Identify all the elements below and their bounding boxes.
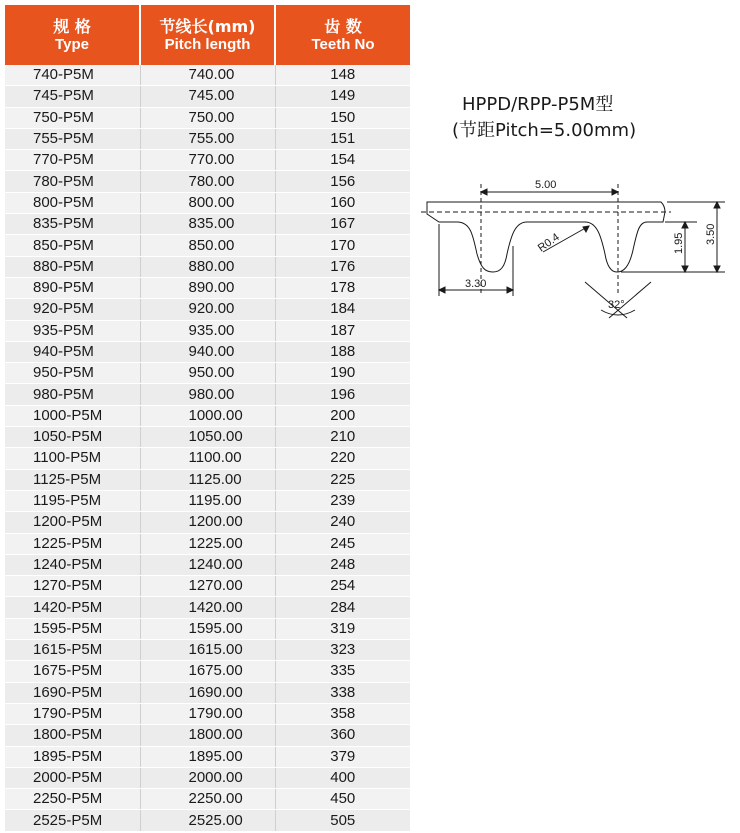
cell-type: 1100-P5M bbox=[5, 448, 140, 469]
cell-pitch-length: 935.00 bbox=[140, 320, 275, 341]
cell-pitch-length: 1675.00 bbox=[140, 661, 275, 682]
cell-pitch-length: 1615.00 bbox=[140, 640, 275, 661]
cell-type: 980-P5M bbox=[5, 384, 140, 405]
cell-teeth-no: 335 bbox=[275, 661, 410, 682]
table-row bbox=[5, 810, 410, 831]
cell-type: 850-P5M bbox=[5, 235, 140, 256]
cell-type: 1790-P5M bbox=[5, 703, 140, 724]
diagram-subtitle: (节距Pitch=5.00mm) bbox=[452, 120, 637, 141]
cell-teeth-no: 184 bbox=[275, 299, 410, 320]
cell-teeth-no: 160 bbox=[275, 192, 410, 213]
cell-type: 1125-P5M bbox=[5, 469, 140, 490]
pitch-dim-label: 5.00 bbox=[535, 179, 557, 191]
cell-teeth-no: 319 bbox=[275, 618, 410, 639]
cell-type: 1690-P5M bbox=[5, 682, 140, 703]
table-row bbox=[5, 448, 410, 469]
cell-teeth-no: 187 bbox=[275, 320, 410, 341]
header-type bbox=[5, 5, 140, 65]
cell-teeth-no: 170 bbox=[275, 235, 410, 256]
cell-pitch-length: 1050.00 bbox=[140, 427, 275, 448]
cell-pitch-length: 800.00 bbox=[140, 192, 275, 213]
cell-pitch-length: 770.00 bbox=[140, 150, 275, 171]
table-body bbox=[5, 65, 410, 831]
table-row bbox=[5, 597, 410, 618]
cell-type: 770-P5M bbox=[5, 150, 140, 171]
height-dim-label: 3.50 bbox=[705, 223, 717, 245]
cell-type: 1270-P5M bbox=[5, 576, 140, 597]
table-row bbox=[5, 746, 410, 767]
cell-pitch-length: 1800.00 bbox=[140, 725, 275, 746]
table-row bbox=[5, 789, 410, 810]
cell-type: 1000-P5M bbox=[5, 405, 140, 426]
table-row bbox=[5, 682, 410, 703]
cell-type: 1675-P5M bbox=[5, 661, 140, 682]
table-row bbox=[5, 554, 410, 575]
table-row bbox=[5, 214, 410, 235]
cell-pitch-length: 835.00 bbox=[140, 214, 275, 235]
table-row bbox=[5, 490, 410, 511]
cell-pitch-length: 1125.00 bbox=[140, 469, 275, 490]
cell-type: 740-P5M bbox=[5, 65, 140, 86]
table-row bbox=[5, 640, 410, 661]
cell-teeth-no: 248 bbox=[275, 554, 410, 575]
cell-teeth-no: 284 bbox=[275, 597, 410, 618]
table-row bbox=[5, 150, 410, 171]
cell-pitch-length: 1100.00 bbox=[140, 448, 275, 469]
table-row bbox=[5, 363, 410, 384]
cell-type: 940-P5M bbox=[5, 341, 140, 362]
header-type-cn: 规 格 bbox=[53, 16, 91, 36]
cell-pitch-length: 1200.00 bbox=[140, 512, 275, 533]
cell-pitch-length: 1240.00 bbox=[140, 554, 275, 575]
table-row bbox=[5, 192, 410, 213]
cell-teeth-no: 190 bbox=[275, 363, 410, 384]
table-row bbox=[5, 469, 410, 490]
table-row bbox=[5, 107, 410, 128]
cell-type: 935-P5M bbox=[5, 320, 140, 341]
table-row bbox=[5, 171, 410, 192]
header-type-en: Type bbox=[55, 35, 89, 53]
radius-label: R0.4 bbox=[535, 231, 562, 255]
cell-teeth-no: 225 bbox=[275, 469, 410, 490]
cell-pitch-length: 1195.00 bbox=[140, 490, 275, 511]
angle-label: 32° bbox=[608, 299, 625, 311]
cell-pitch-length: 980.00 bbox=[140, 384, 275, 405]
table-row bbox=[5, 256, 410, 277]
cell-type: 2525-P5M bbox=[5, 810, 140, 831]
cell-pitch-length: 950.00 bbox=[140, 363, 275, 384]
cell-teeth-no: 154 bbox=[275, 150, 410, 171]
cell-pitch-length: 1895.00 bbox=[140, 746, 275, 767]
cell-type: 1195-P5M bbox=[5, 490, 140, 511]
table-row bbox=[5, 661, 410, 682]
header-teeth-no-en: Teeth No bbox=[311, 35, 375, 53]
cell-pitch-length: 1420.00 bbox=[140, 597, 275, 618]
cell-pitch-length: 740.00 bbox=[140, 65, 275, 86]
table-row bbox=[5, 320, 410, 341]
cell-pitch-length: 1690.00 bbox=[140, 682, 275, 703]
cell-pitch-length: 745.00 bbox=[140, 86, 275, 107]
header-pitch-length-en: Pitch length bbox=[164, 35, 251, 53]
cell-teeth-no: 176 bbox=[275, 256, 410, 277]
spec-table bbox=[5, 5, 410, 832]
table-row bbox=[5, 277, 410, 298]
cell-pitch-length: 755.00 bbox=[140, 128, 275, 149]
cell-teeth-no: 167 bbox=[275, 214, 410, 235]
cell-type: 755-P5M bbox=[5, 128, 140, 149]
table-row bbox=[5, 86, 410, 107]
table-row bbox=[5, 767, 410, 788]
cell-teeth-no: 240 bbox=[275, 512, 410, 533]
header-pitch-length-cn: 节线长(mm) bbox=[159, 16, 256, 36]
cell-pitch-length: 890.00 bbox=[140, 277, 275, 298]
cell-type: 920-P5M bbox=[5, 299, 140, 320]
cell-teeth-no: 360 bbox=[275, 725, 410, 746]
cell-pitch-length: 1270.00 bbox=[140, 576, 275, 597]
cell-teeth-no: 323 bbox=[275, 640, 410, 661]
cell-type: 1225-P5M bbox=[5, 533, 140, 554]
header-teeth-no bbox=[275, 5, 410, 65]
table-row bbox=[5, 576, 410, 597]
table-row bbox=[5, 384, 410, 405]
table-row bbox=[5, 65, 410, 86]
cell-pitch-length: 750.00 bbox=[140, 107, 275, 128]
table-row bbox=[5, 533, 410, 554]
cell-type: 1420-P5M bbox=[5, 597, 140, 618]
cell-pitch-length: 940.00 bbox=[140, 341, 275, 362]
table-row bbox=[5, 427, 410, 448]
cell-type: 1595-P5M bbox=[5, 618, 140, 639]
cell-type: 880-P5M bbox=[5, 256, 140, 277]
cell-pitch-length: 1790.00 bbox=[140, 703, 275, 724]
cell-type: 1800-P5M bbox=[5, 725, 140, 746]
cell-teeth-no: 254 bbox=[275, 576, 410, 597]
cell-pitch-length: 1595.00 bbox=[140, 618, 275, 639]
cell-type: 2250-P5M bbox=[5, 789, 140, 810]
tooth-width-dim-label: 3.30 bbox=[465, 278, 487, 290]
cell-teeth-no: 149 bbox=[275, 86, 410, 107]
tooth-height-dim-label: 1.95 bbox=[673, 232, 685, 254]
cell-type: 1200-P5M bbox=[5, 512, 140, 533]
cell-teeth-no: 400 bbox=[275, 767, 410, 788]
cell-type: 835-P5M bbox=[5, 214, 140, 235]
cell-teeth-no: 210 bbox=[275, 427, 410, 448]
table-row bbox=[5, 128, 410, 149]
cell-teeth-no: 148 bbox=[275, 65, 410, 86]
cell-pitch-length: 780.00 bbox=[140, 171, 275, 192]
table-row bbox=[5, 341, 410, 362]
table-row bbox=[5, 725, 410, 746]
cell-type: 800-P5M bbox=[5, 192, 140, 213]
cell-teeth-no: 358 bbox=[275, 703, 410, 724]
cell-pitch-length: 920.00 bbox=[140, 299, 275, 320]
table-row bbox=[5, 235, 410, 256]
cell-type: 890-P5M bbox=[5, 277, 140, 298]
table-row bbox=[5, 405, 410, 426]
cell-type: 750-P5M bbox=[5, 107, 140, 128]
cell-pitch-length: 1225.00 bbox=[140, 533, 275, 554]
cell-pitch-length: 850.00 bbox=[140, 235, 275, 256]
belt-profile-diagram bbox=[415, 170, 725, 320]
cell-teeth-no: 338 bbox=[275, 682, 410, 703]
cell-teeth-no: 245 bbox=[275, 533, 410, 554]
cell-type: 950-P5M bbox=[5, 363, 140, 384]
header-pitch-length bbox=[140, 5, 275, 65]
cell-teeth-no: 220 bbox=[275, 448, 410, 469]
diagram-title: HPPD/RPP-P5M型 bbox=[462, 94, 614, 115]
cell-pitch-length: 2000.00 bbox=[140, 767, 275, 788]
cell-type: 1615-P5M bbox=[5, 640, 140, 661]
cell-pitch-length: 2525.00 bbox=[140, 810, 275, 831]
table-row bbox=[5, 512, 410, 533]
cell-teeth-no: 188 bbox=[275, 341, 410, 362]
cell-pitch-length: 2250.00 bbox=[140, 789, 275, 810]
table-row bbox=[5, 703, 410, 724]
header-teeth-no-cn: 齿 数 bbox=[324, 16, 362, 36]
cell-teeth-no: 505 bbox=[275, 810, 410, 831]
cell-type: 745-P5M bbox=[5, 86, 140, 107]
header-row bbox=[5, 5, 410, 65]
cell-pitch-length: 1000.00 bbox=[140, 405, 275, 426]
cell-teeth-no: 178 bbox=[275, 277, 410, 298]
cell-type: 1895-P5M bbox=[5, 746, 140, 767]
cell-type: 1050-P5M bbox=[5, 427, 140, 448]
cell-teeth-no: 239 bbox=[275, 490, 410, 511]
cell-type: 1240-P5M bbox=[5, 554, 140, 575]
cell-type: 2000-P5M bbox=[5, 767, 140, 788]
cell-teeth-no: 151 bbox=[275, 128, 410, 149]
table-row bbox=[5, 618, 410, 639]
cell-teeth-no: 450 bbox=[275, 789, 410, 810]
table-row bbox=[5, 299, 410, 320]
cell-teeth-no: 150 bbox=[275, 107, 410, 128]
cell-pitch-length: 880.00 bbox=[140, 256, 275, 277]
cell-type: 780-P5M bbox=[5, 171, 140, 192]
cell-teeth-no: 379 bbox=[275, 746, 410, 767]
cell-teeth-no: 200 bbox=[275, 405, 410, 426]
cell-teeth-no: 156 bbox=[275, 171, 410, 192]
cell-teeth-no: 196 bbox=[275, 384, 410, 405]
